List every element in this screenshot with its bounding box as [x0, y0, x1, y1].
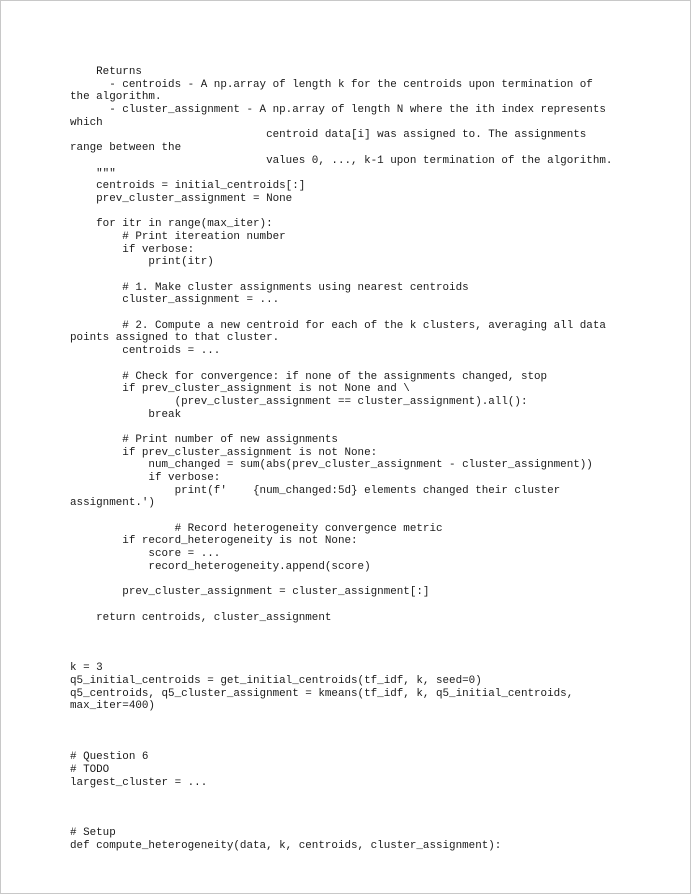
code-line: num_changed = sum(abs(prev_cluster_assignment - cluster_assignment)) [70, 459, 593, 472]
code-line: for itr in range(max_iter): [70, 218, 273, 231]
code-line: # Question 6 [70, 751, 149, 764]
code-line: q5_initial_centroids = get_initial_centroids(tf_idf, k, seed=0) [70, 675, 482, 687]
code-line: largest_cluster = ... [70, 776, 208, 789]
code-line: max_iter=400) [70, 700, 155, 713]
code-line [70, 269, 612, 282]
code-line: return centroids, cluster_assignment [70, 611, 332, 624]
code-line: record_heterogeneity.append(score) [70, 560, 371, 573]
code-line: break [70, 408, 182, 421]
code-line: prev_cluster_assignment = None [70, 192, 293, 205]
code-line: if prev_cluster_assignment is not None: [70, 446, 378, 459]
code-line [70, 510, 612, 523]
code-line: the algorithm. [70, 91, 162, 104]
code-line: - cluster_assignment - A np.array of length N where the ith index represents [70, 104, 606, 117]
code-line [70, 789, 612, 802]
code-line: range between the [70, 142, 182, 155]
code-line [70, 358, 612, 371]
code-line [70, 624, 612, 637]
code-block [70, 66, 612, 853]
code-line [70, 599, 612, 612]
code-line [70, 206, 612, 219]
code-line [70, 307, 612, 320]
code-line: - centroids - A np.array of length k for the centroids upon termination of [70, 78, 593, 91]
code-line: if verbose: [70, 243, 195, 256]
code-line [70, 713, 612, 726]
code-line: if record_heterogeneity is not None: [70, 535, 358, 548]
code-line [70, 650, 612, 663]
code-line [70, 726, 612, 739]
code-line: k = 3 [70, 662, 103, 675]
code-line: print(f' {num_changed:5d} elements changed their cluster [70, 484, 561, 497]
code-line [70, 738, 612, 751]
code-line: assignment.') [70, 497, 155, 510]
code-line: which [70, 116, 103, 129]
code-line: """ [70, 167, 116, 180]
code-line [70, 574, 612, 587]
code-line [70, 815, 612, 828]
code-line: score = ... [70, 548, 221, 561]
code-line: # Print number of new assignments [70, 433, 338, 446]
code-line: if verbose: [70, 472, 221, 484]
code-line: centroid data[i] was assigned to. The assignments [70, 129, 587, 142]
code-line: # 2. Compute a new centroid for each of the k clusters, averaging all data [70, 319, 606, 332]
code-line: q5_centroids, q5_cluster_assignment = kmeans(tf_idf, k, q5_initial_centroids, [70, 687, 574, 700]
code-line: values 0, ..., k-1 upon termination of the algorithm. [70, 154, 613, 167]
code-line: def compute_heterogeneity(data, k, centroids, cluster_assignment): [70, 839, 502, 852]
code-line: centroids = initial_centroids[:] [70, 180, 306, 193]
code-line: if prev_cluster_assignment is not None and \ [70, 383, 410, 396]
code-line: # TODO [70, 763, 110, 776]
code-line [70, 421, 612, 434]
code-line [70, 637, 612, 650]
code-line: centroids = ... [70, 345, 221, 358]
code-line: # Setup [70, 827, 116, 840]
code-line: cluster_assignment = ... [70, 294, 280, 307]
code-line: Returns [70, 66, 142, 78]
code-line: # Check for convergence: if none of the assignments changed, stop [70, 370, 548, 383]
code-line: prev_cluster_assignment = cluster_assignment[:] [70, 586, 430, 599]
code-line: # 1. Make cluster assignments using nearest centroids [70, 281, 469, 294]
code-line: # Record heterogeneity convergence metric [70, 522, 443, 535]
code-line: (prev_cluster_assignment == cluster_assignment).all(): [70, 395, 528, 408]
code-line: points assigned to that cluster. [70, 332, 280, 345]
code-line: # Print itereation number [70, 230, 286, 243]
code-line: print(itr) [70, 256, 214, 269]
code-line [70, 802, 612, 815]
